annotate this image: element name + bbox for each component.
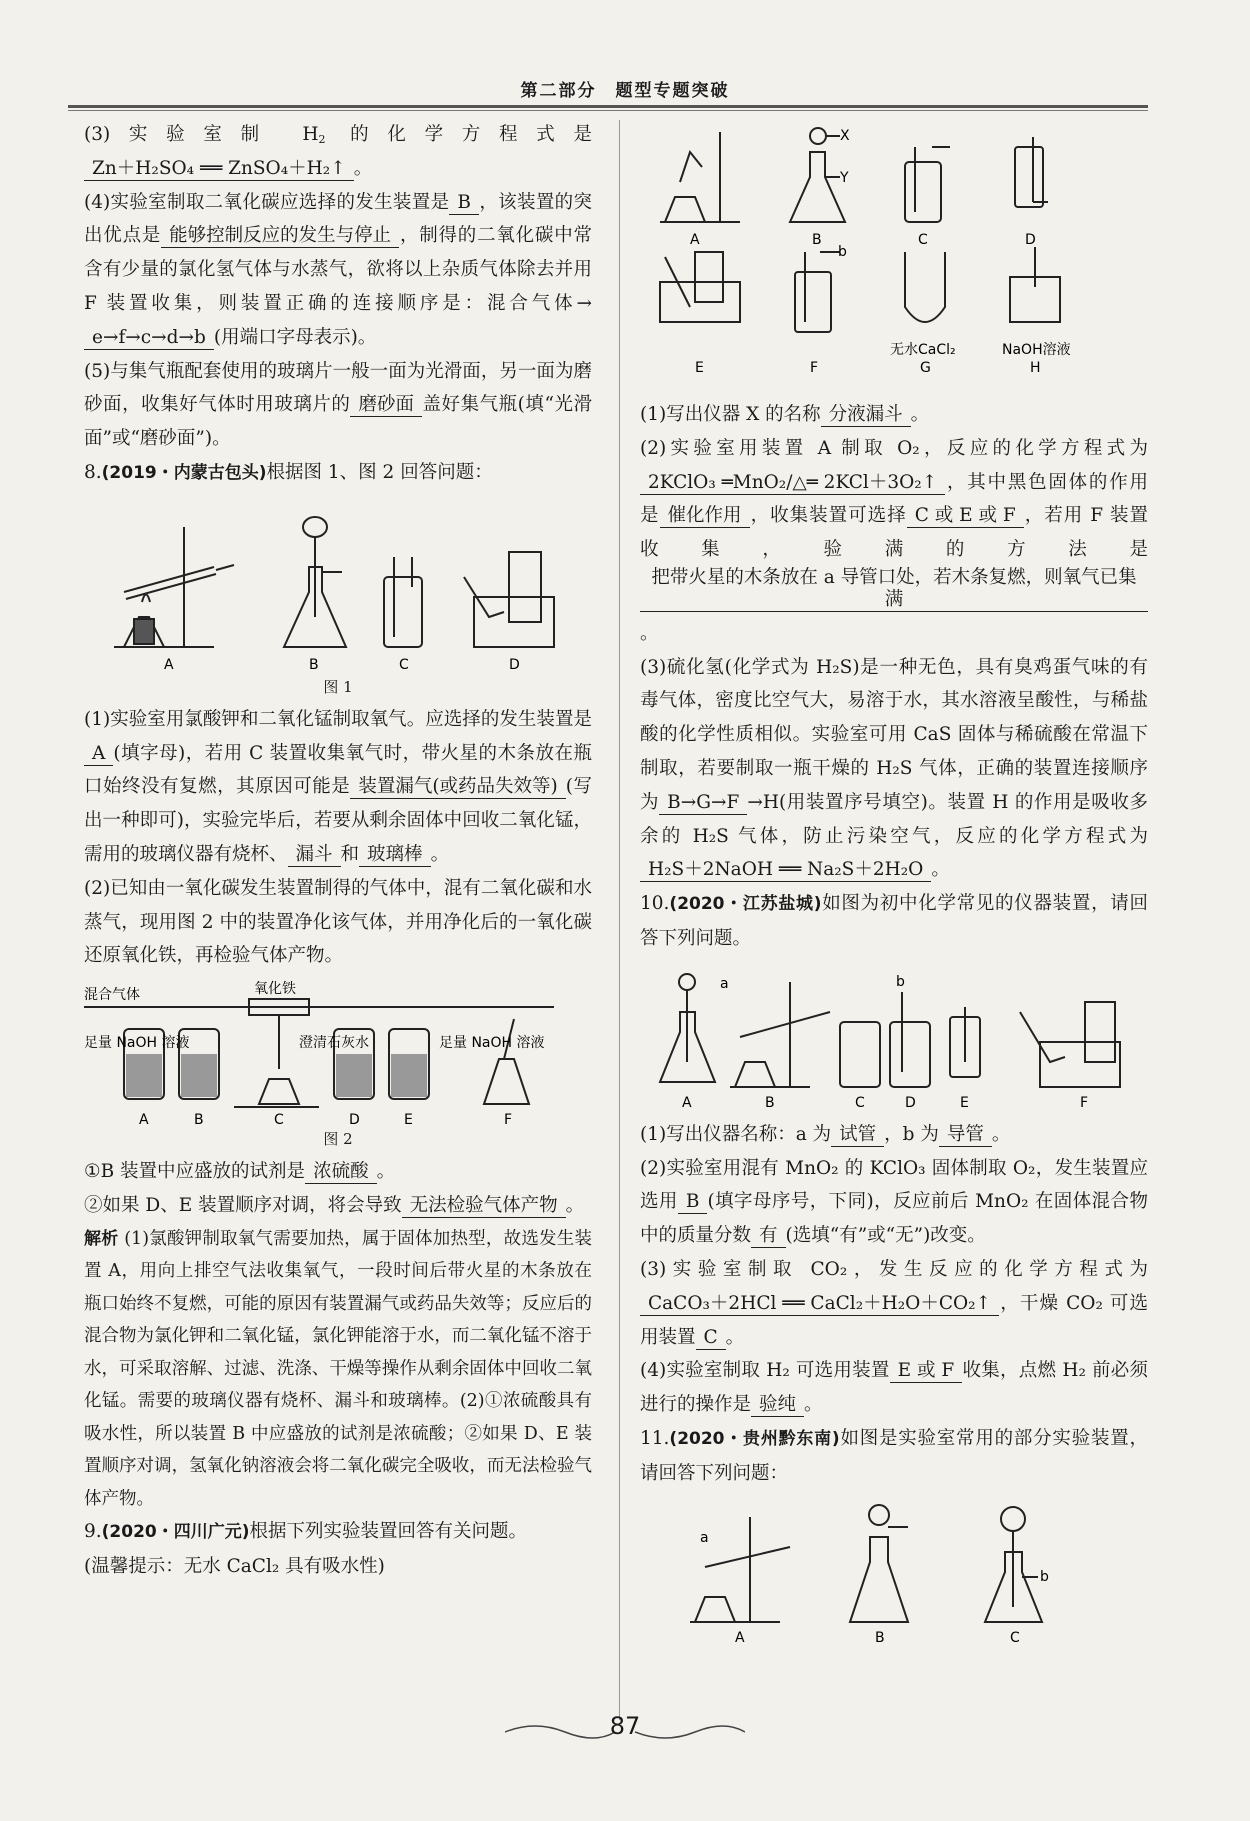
- q10-2-answer-1: B: [678, 1191, 708, 1214]
- fig10-a: a: [720, 975, 729, 992]
- fig10-label-e: E: [960, 1094, 969, 1111]
- fig10-label-c: C: [855, 1094, 865, 1111]
- q8-1-text-a: (1)实验室用氯酸钾和二氧化锰制取氧气。应选择的发生装置是: [84, 708, 592, 730]
- analysis: [84, 1223, 592, 1516]
- fig2-limewater: 澄清石灰水: [299, 1035, 369, 1052]
- q9-2-answer-3: C 或 E 或 F: [907, 505, 1024, 528]
- q9-1-text: (1)写出仪器 X 的名称: [640, 404, 821, 425]
- fig9-label-d: D: [1025, 232, 1036, 248]
- q9-2-text-c: ，收集装置可选择: [749, 505, 907, 527]
- q10-1-answer-1: 试管: [831, 1124, 884, 1147]
- fig9-label-b: B: [812, 232, 822, 248]
- q11-stem: [640, 1422, 1148, 1491]
- q8-2-1-end: 。: [376, 1161, 396, 1183]
- q10-4-answer-1: E 或 F: [890, 1360, 963, 1383]
- q8-2-1-text: ①B 装置中应盛放的试剂是: [84, 1161, 306, 1183]
- fig1-label-a: A: [164, 656, 174, 673]
- q10-part4: [640, 1354, 1148, 1422]
- q8-stem: [84, 456, 592, 491]
- column-divider: [619, 120, 620, 1720]
- q9-1-end: 。: [910, 404, 930, 425]
- q9-source: (2020・四川广元): [101, 1522, 250, 1543]
- analysis-text: (1)氯酸钾制取氧气需要加热，属于固体加热型，故选发生装置 A，用向上排空气法收集氧气，一段时间后带火星的木条放在瓶口始终不复燃，可能的原因有装置漏气或药品失效等；反应后的混合物为氯化钾和二氧化锰，氯化钾能溶于水，而二氧化锰不溶于水，可采取溶解、过滤、洗涤、干燥等操作从剩余固体中回收二氧化锰。需要的玻璃仪器有烧杯、漏斗和玻璃棒。(2)①浓硫酸具有吸水性，所以装置 B 中应盛放的试剂是浓硫酸；②如果 D、E 装置顺序对调，氢氧化钠溶液会将二氧化碳完全吸收，而无法检验气体产物。: [84, 1228, 592, 1509]
- fig2-label-e: E: [404, 1112, 413, 1129]
- q8-2-2-answer: 无法检验气体产物: [402, 1195, 566, 1218]
- q7-5-text-a: (5)与集气瓶配套使用的玻璃片一般一面为光滑面，另一面为磨砂面，收集好气体时用玻璃片的: [84, 360, 592, 416]
- q10-number: 10.: [640, 893, 670, 915]
- figure-q9: [640, 122, 1148, 392]
- q8-number: 8.: [84, 461, 102, 483]
- q9-3-answer-1: B→G→F: [659, 792, 747, 815]
- q8-2-2-end: 。: [565, 1194, 585, 1216]
- q10-4-text-a: (4)实验室制取 H₂ 可选用装置: [640, 1360, 890, 1382]
- q9-part2: [640, 432, 1148, 651]
- q7-5-text-b: 盖好集气瓶(填“光滑面”或“磨砂面”)。: [84, 394, 592, 450]
- q9-3-text-a: (3)硫化氢(化学式为 H₂S)是一种无色，具有臭鸡蛋气味的有毒气体，密度比空气大，易溶于水，其水溶液呈酸性，与稀盐酸的化学性质相似。实验室可用 CaS 固体与稀硫酸在常温下制取，若要制取一瓶干燥的 H₂S 气体，正确的装置连接顺序为: [640, 656, 1148, 813]
- fig1-caption: 图 1: [323, 677, 353, 696]
- q9-1-answer: 分液漏斗: [821, 404, 911, 427]
- fig9-label-a: A: [690, 232, 700, 248]
- q9-tip: (温馨提示：无水 CaCl₂ 具有吸水性): [84, 1556, 385, 1578]
- q10-3-answer-2: C: [696, 1327, 726, 1350]
- q7-4-text-c: ，制得的二氧化碳中常含有少量的氯化氢气体与水蒸气，欲将以上杂质气体除去并用 F 装置收集，则装置正确的连接顺序是：混合气体→: [84, 225, 592, 314]
- q9-3-text-b: →H(用装置序号填空)。装置 H 的作用是吸收多余的 H₂S 气体，防止污染空气，反应的化学方程式为: [640, 791, 1148, 847]
- figure-2: [84, 979, 592, 1149]
- fig2-naoh-right: 足量 NaOH 溶液: [439, 1035, 545, 1052]
- q7-part4: [84, 186, 592, 355]
- q9-3-text-c: 。: [931, 859, 950, 881]
- q9-2-answer-1: 2KClO₃ ═MnO₂/△═ 2KCl＋3O₂↑: [640, 472, 945, 495]
- q8-1-answer-3: 漏斗: [288, 844, 341, 867]
- fig9-label-e: E: [695, 360, 704, 376]
- fig2-label-a: A: [139, 1112, 149, 1129]
- q8-1-text-b: (填字母)，若用 C 装置收集氧气时，带火星的木条放在瓶口始终没有复燃，其原因可能是: [84, 742, 592, 798]
- figure-1: [84, 497, 592, 697]
- q10-4-answer-2: 验纯: [751, 1394, 804, 1417]
- fig9-label-g: G: [920, 360, 931, 376]
- q10-1-end: 。: [991, 1123, 1011, 1145]
- fig10-label-b: B: [765, 1094, 775, 1111]
- fig2-label-f: F: [504, 1112, 513, 1129]
- fig2-naoh-left: 足量 NaOH 溶液: [84, 1035, 190, 1052]
- q7-4-answer-3: e→f→c→d→b: [84, 327, 214, 350]
- q7-3-text: 的化学方程式是: [325, 124, 592, 145]
- fig9-naoh: NaOH溶液: [1002, 342, 1071, 358]
- q10-3-text-a: (3)实验室制取 CO₂，发生反应的化学方程式为: [640, 1258, 1148, 1280]
- right-column: [640, 118, 1148, 1653]
- q10-3-answer-1: CaCO₃＋2HCl ══ CaCl₂＋H₂O＋CO₂↑: [640, 1293, 999, 1316]
- q9-2-text-d: ，若用 F 装置收集，验满的方法是: [640, 505, 1148, 561]
- figure-q10: [640, 962, 1148, 1112]
- q8-stem-text: 根据图 1、图 2 回答问题：: [266, 461, 493, 483]
- fig2-label-d: D: [349, 1112, 360, 1129]
- fig11-label-a: A: [735, 1629, 745, 1646]
- q11-number: 11.: [640, 1427, 670, 1449]
- q9-stem: [84, 1515, 592, 1550]
- q10-4-text-b: 收集，点燃 H₂ 前必须进行的操作是: [640, 1360, 1148, 1416]
- q8-2-1-answer: 浓硫酸: [305, 1161, 377, 1184]
- fig10-label-d: D: [905, 1094, 916, 1111]
- q10-3-end: 。: [725, 1326, 745, 1348]
- q8-part1: [84, 703, 592, 872]
- q8-1-answer-1: A: [84, 743, 113, 766]
- fig2-mixed-gas: 混合气体: [84, 987, 140, 1004]
- q7-4-text-a: (4)实验室制取二氧化碳应选择的发生装置是: [84, 191, 450, 213]
- q11-stem-text: 如图是实验室常用的部分实验装置，请回答下列问题：: [640, 1427, 1148, 1484]
- q7-5-answer: 磨砂面: [350, 394, 422, 417]
- q7-4-answer-2: 能够控制反应的发生与停止: [161, 225, 399, 248]
- fig10-label-a: A: [682, 1094, 692, 1111]
- fig1-label-c: C: [399, 656, 409, 673]
- q10-1-answer-2: 导管: [939, 1124, 992, 1147]
- q9-2-answer-4: 把带火星的木条放在 a 导管口处，若木条复燃，则氧气已集满: [640, 567, 1148, 612]
- q10-3-text-b: ，干燥 CO₂ 可选用装置: [640, 1292, 1148, 1348]
- q9-stem-text: 根据下列实验装置回答有关问题。: [249, 1521, 528, 1543]
- q10-part3: [640, 1253, 1148, 1354]
- q10-part1: [640, 1118, 1148, 1152]
- fig2-iron-oxide: 氧化铁: [254, 981, 296, 998]
- fig1-label-d: D: [509, 656, 520, 673]
- q10-part2: [640, 1152, 1148, 1253]
- fig9-cacl2: 无水CaCl₂: [890, 342, 956, 358]
- q8-1-text-d: 和: [340, 843, 360, 865]
- fig9-label-f: F: [810, 360, 819, 376]
- q9-2-text-a: (2)实验室用装置 A 制取 O₂，反应的化学方程式为: [640, 437, 1148, 459]
- fig2-caption: 图 2: [323, 1130, 353, 1149]
- fig10-label-f: F: [1080, 1094, 1089, 1111]
- fig9-b: b: [838, 244, 847, 260]
- fig2-label-b: B: [194, 1112, 204, 1129]
- q7-part5: [84, 355, 592, 456]
- q10-2-text-c: (选填“有”或“无”)改变。: [785, 1225, 986, 1247]
- page-number: 87: [609, 1712, 641, 1740]
- q10-stem-text: 如图为初中化学常见的仪器装置，请回答下列问题。: [640, 893, 1148, 949]
- q10-2-text-a: (2)实验室用混有 MnO₂ 的 KClO₃ 固体制取 O₂，发生装置应选用: [640, 1157, 1148, 1213]
- left-column: [84, 118, 592, 1584]
- q8-source: (2019・内蒙古包头): [101, 462, 267, 483]
- fig11-b: b: [1040, 1568, 1049, 1585]
- q10-1-text-a: (1)写出仪器名称：a 为: [640, 1123, 832, 1145]
- q7-part3: (3)实验室制 $H_2$ 的化学方程式是 Zn＋H₂SO₄ ══ ZnSO₄＋H₂↑ 。: [84, 124, 592, 179]
- q8-2-2-text: ②如果 D、E 装置顺序对调，将会导致: [84, 1194, 402, 1216]
- q8-1-answer-2: 装置漏气(或药品失效等): [350, 776, 565, 799]
- q10-1-text-b: ，b 为: [884, 1123, 939, 1145]
- fig10-b: b: [896, 973, 905, 990]
- q8-1-answer-4: 玻璃棒: [359, 844, 431, 867]
- q7-4-text-d: (用端口字母表示)。: [213, 326, 377, 348]
- fig9-y: Y: [840, 170, 849, 186]
- page-header-title: 第二部分 题型专题突破: [520, 81, 730, 101]
- figure-q11: [640, 1497, 1148, 1647]
- fig11-label-c: C: [1010, 1629, 1020, 1646]
- analysis-label: 解析: [84, 1228, 119, 1249]
- q9-2-text-b: ，其中黑色固体的作用是: [640, 471, 1148, 527]
- q8-1-text-c: (写出一种即可)，实验完毕后，若要从剩余固体中回收二氧化锰，需用的玻璃仪器有烧杯、: [84, 776, 592, 865]
- q7-3-text-pre: (3)实验室制 H: [84, 124, 319, 145]
- q10-2-answer-2: 有: [751, 1225, 786, 1248]
- q9-3-answer-2: H₂S＋2NaOH ══ Na₂S＋2H₂O: [640, 859, 931, 882]
- q10-4-end: 。: [804, 1394, 823, 1416]
- fig11-label-b: B: [875, 1629, 885, 1646]
- q7-3-answer: Zn＋H₂SO₄ ══ ZnSO₄＋H₂↑: [84, 158, 354, 181]
- q9-number: 9.: [84, 1521, 102, 1543]
- q8-1-text-e: 。: [430, 843, 450, 865]
- q10-2-text-b: (填字母序号，下同)，反应前后 MnO₂ 在固体混合物中的质量分数: [640, 1191, 1148, 1247]
- q9-2-text-e: 。: [640, 622, 659, 644]
- fig9-label-h: H: [1030, 360, 1041, 376]
- q8-2-2: [84, 1189, 592, 1223]
- header-rule: [68, 105, 1148, 108]
- fig1-label-b: B: [309, 656, 319, 673]
- q9-2-answer-2: 催化作用: [660, 505, 750, 528]
- q7-4-answer-1: B: [449, 192, 479, 215]
- q10-source: (2020・江苏盐城): [669, 894, 822, 915]
- q9-part1: [640, 398, 1148, 432]
- fig9-x: X: [840, 128, 850, 144]
- q11-source: (2020・贵州黔东南): [669, 1428, 840, 1449]
- q9-part3: [640, 651, 1148, 888]
- q10-stem: [640, 887, 1148, 956]
- fig9-label-c: C: [918, 232, 928, 248]
- fig11-a: a: [700, 1529, 709, 1546]
- q8-2-1: [84, 1155, 592, 1189]
- q7-4-text-b: ，该装置的突出优点是: [84, 191, 592, 247]
- q8-part2: (2)已知由一氧化碳发生装置制得的气体中，混有二氧化碳和水蒸气，现用图 2 中的装置净化该气体，并用净化后的一氧化碳还原氧化铁，再检验气体产物。: [84, 877, 592, 967]
- fig2-label-c: C: [274, 1112, 284, 1129]
- header-rule-thin: [68, 110, 1148, 111]
